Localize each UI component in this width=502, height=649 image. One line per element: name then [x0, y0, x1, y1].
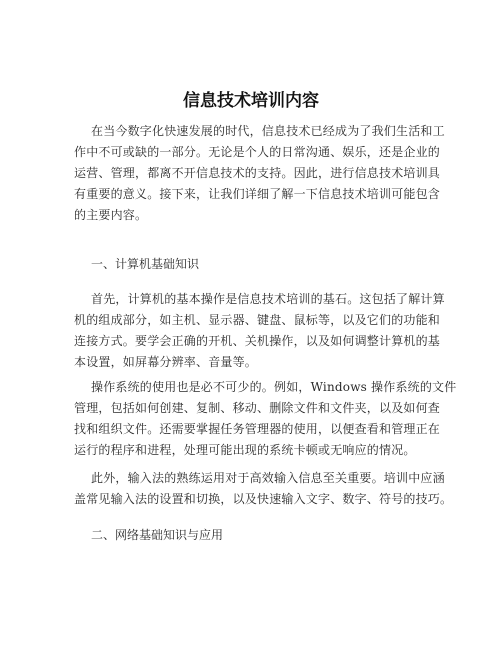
text-line: 管理，包括如何创建、复制、移动、删除文件和文件夹，以及如何查: [74, 401, 441, 415]
section-heading-network-basics: 二、网络基础知识与应用: [91, 528, 224, 542]
section1-paragraph-3: [74, 468, 454, 510]
text-line: 在当今数字化快速发展的时代，信息技术已经成为了我们生活和工: [91, 124, 445, 138]
text-line: 找和组织文件。还需要掌握任务管理器的使用，以便查看和管理正在: [74, 422, 441, 436]
section1-paragraph-2: [74, 377, 457, 461]
section1-paragraph-1: [74, 289, 454, 373]
document-title: 信息技术培训内容: [183, 91, 319, 111]
text-line: 此外，输入法的熟练运用对于高效输入信息至关重要。培训中应涵: [91, 471, 445, 485]
text-line: 操作系统的使用也是必不可少的。例如，Windows 操作系统的文件: [91, 380, 457, 394]
text-line: 盖常见输入法的设置和切换，以及快速输入文字、数字、符号的技巧。: [74, 492, 453, 506]
text-line: 作中不可或缺的一部分。无论是个人的日常沟通、娱乐，还是企业的: [74, 145, 441, 159]
text-line: 的主要内容。: [74, 208, 148, 222]
text-line: 运营、管理，都离不开信息技术的支持。因此，进行信息技术培训具: [74, 166, 441, 180]
text-line: 本设置，如屏幕分辨率、音量等。: [74, 355, 258, 369]
text-line: 首先，计算机的基本操作是信息技术培训的基石。这包括了解计算: [91, 292, 445, 306]
text-line: 运行的程序和进程，处理可能出现的系统卡顿或无响应的情况。: [74, 443, 416, 457]
text-line: 机的组成部分，如主机、显示器、键盘、鼠标等，以及它们的功能和: [74, 313, 441, 327]
intro-paragraph: [74, 121, 454, 226]
text-line: 连接方式。要学会正确的开机、关机操作，以及如何调整计算机的基: [74, 334, 441, 348]
section-heading-computer-basics: 一、计算机基础知识: [91, 257, 200, 271]
text-line: 有重要的意义。接下来，让我们详细了解一下信息技术培训可能包含: [74, 187, 441, 201]
